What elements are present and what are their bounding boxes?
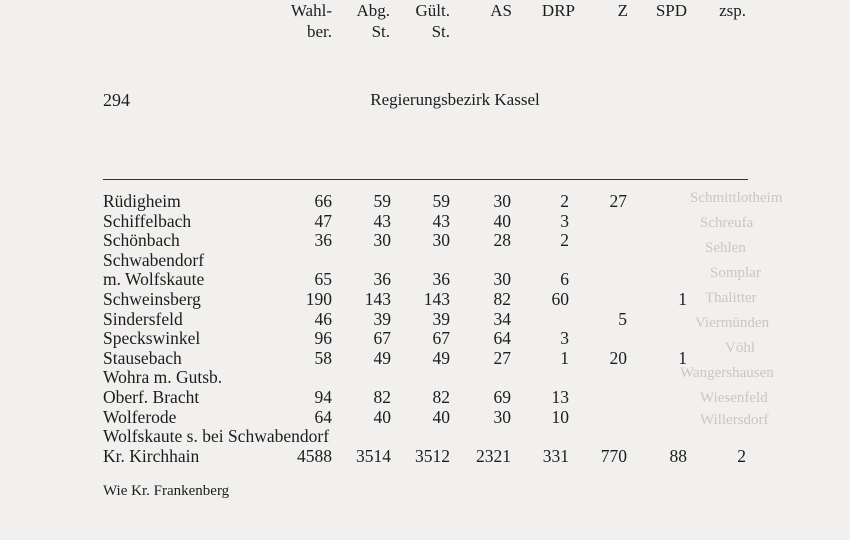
- footnote: Wie Kr. Frankenberg: [103, 483, 230, 499]
- cell-guelt: 36: [432, 269, 450, 290]
- table-row: [0, 426, 850, 446]
- cell-as: 34: [493, 308, 511, 329]
- row-label: Wolferode: [103, 406, 177, 427]
- cell-drp: 6: [560, 269, 569, 290]
- table-row: [0, 191, 850, 211]
- cell-wahl: 96: [314, 328, 332, 349]
- row-label: Kr. Kirchhain: [103, 445, 200, 466]
- cell-z: 20: [609, 347, 627, 368]
- column-header-spd: SPD: [655, 1, 687, 20]
- column-header-drp: DRP: [541, 1, 575, 20]
- cell-abg: 82: [373, 387, 391, 407]
- row-label: Rüdigheim: [103, 191, 181, 211]
- column-header-zsp: zsp.: [719, 1, 746, 20]
- cell-abg: 39: [373, 308, 391, 329]
- cell-drp: 1: [560, 347, 569, 368]
- column-header-z: Z: [617, 1, 628, 20]
- cell-abg: 36: [373, 269, 391, 290]
- cell-drp: 3: [560, 210, 569, 231]
- cell-drp: 3: [560, 328, 569, 349]
- cell-wahl: 66: [314, 191, 332, 211]
- cell-wahl: 190: [305, 289, 332, 309]
- cell-guelt: 49: [432, 347, 450, 368]
- table-row: [0, 230, 850, 250]
- cell-zsp: 2: [737, 445, 746, 466]
- cell-abg: 3514: [356, 445, 391, 466]
- cell-guelt: 40: [432, 406, 450, 427]
- column-header-abgegebene-stimmen: Abg. St.: [356, 1, 390, 41]
- table-row: [0, 367, 850, 387]
- cell-guelt: 59: [432, 191, 450, 211]
- row-label: Schiffelbach: [103, 210, 192, 231]
- cell-drp: 2: [560, 230, 569, 251]
- table-row: [0, 269, 850, 289]
- table-row: [0, 348, 850, 368]
- page-number: 294: [103, 90, 130, 110]
- cell-abg: 40: [373, 406, 391, 427]
- cell-guelt: 30: [432, 230, 450, 251]
- cell-abg: 30: [373, 230, 391, 251]
- cell-as: 2321: [476, 445, 511, 466]
- cell-drp: 2: [560, 191, 569, 211]
- row-label: Schwabendorf: [103, 249, 205, 270]
- cell-as: 27: [493, 347, 511, 368]
- running-head: Regierungsbezirk Kassel: [370, 90, 540, 109]
- column-header-as: AS: [490, 1, 512, 20]
- cell-abg: 59: [373, 191, 391, 211]
- cell-spd: 1: [678, 289, 687, 309]
- cell-as: 40: [493, 210, 511, 231]
- table-row: [0, 309, 850, 329]
- table-row: [0, 387, 850, 407]
- cell-as: 30: [493, 191, 511, 211]
- cell-z: 27: [609, 191, 627, 211]
- cell-wahl: 36: [314, 230, 332, 251]
- table-row: [0, 211, 850, 231]
- row-label: Sindersfeld: [103, 308, 183, 329]
- cell-z: 5: [618, 308, 627, 329]
- row-label: Speckswinkel: [103, 328, 201, 349]
- cell-drp: 10: [551, 406, 569, 427]
- row-label: Wohra m. Gutsb.: [103, 367, 223, 388]
- row-label: Stausebach: [103, 347, 182, 368]
- cell-wahl: 58: [314, 347, 332, 368]
- cell-abg: 67: [373, 328, 391, 349]
- cell-abg: 143: [364, 289, 391, 309]
- row-label: Schönbach: [103, 230, 180, 251]
- cell-wahl: 64: [314, 406, 332, 427]
- table-row: [0, 289, 850, 309]
- cell-guelt: 143: [423, 289, 450, 309]
- header-rule: [103, 179, 748, 180]
- row-label: Schweinsberg: [103, 289, 201, 309]
- cell-spd: 88: [669, 445, 687, 466]
- table-row: [0, 446, 850, 466]
- cell-drp: 13: [551, 387, 569, 407]
- cell-guelt: 67: [432, 328, 450, 349]
- column-header-wahlberechtigte: Wahl- ber.: [290, 1, 332, 41]
- cell-as: 64: [493, 328, 511, 349]
- table-row: [0, 407, 850, 427]
- table-row: [0, 250, 850, 270]
- cell-as: 30: [493, 406, 511, 427]
- cell-wahl: 46: [314, 308, 332, 329]
- cell-wahl: 65: [314, 269, 332, 290]
- column-header-gueltige-stimmen: Gült. St.: [415, 1, 450, 41]
- cell-abg: 49: [373, 347, 391, 368]
- row-label: Oberf. Bracht: [103, 387, 200, 407]
- cell-as: 28: [493, 230, 511, 251]
- cell-guelt: 82: [432, 387, 450, 407]
- cell-guelt: 3512: [415, 445, 450, 466]
- cell-spd: 1: [678, 347, 687, 368]
- cell-as: 82: [493, 289, 511, 309]
- cell-drp: 60: [551, 289, 569, 309]
- table-row: [0, 328, 850, 348]
- row-label: Wolfskaute s. bei Schwabendorf: [103, 426, 330, 447]
- cell-abg: 43: [373, 210, 391, 231]
- cell-as: 30: [493, 269, 511, 290]
- cell-z: 770: [600, 445, 627, 466]
- cell-as: 69: [493, 387, 511, 407]
- cell-guelt: 43: [432, 210, 450, 231]
- row-label: m. Wolfskaute: [103, 269, 205, 290]
- cell-wahl: 47: [314, 210, 332, 231]
- cell-wahl: 4588: [297, 445, 332, 466]
- cell-guelt: 39: [432, 308, 450, 329]
- cell-drp: 331: [542, 445, 569, 466]
- cell-wahl: 94: [314, 387, 332, 407]
